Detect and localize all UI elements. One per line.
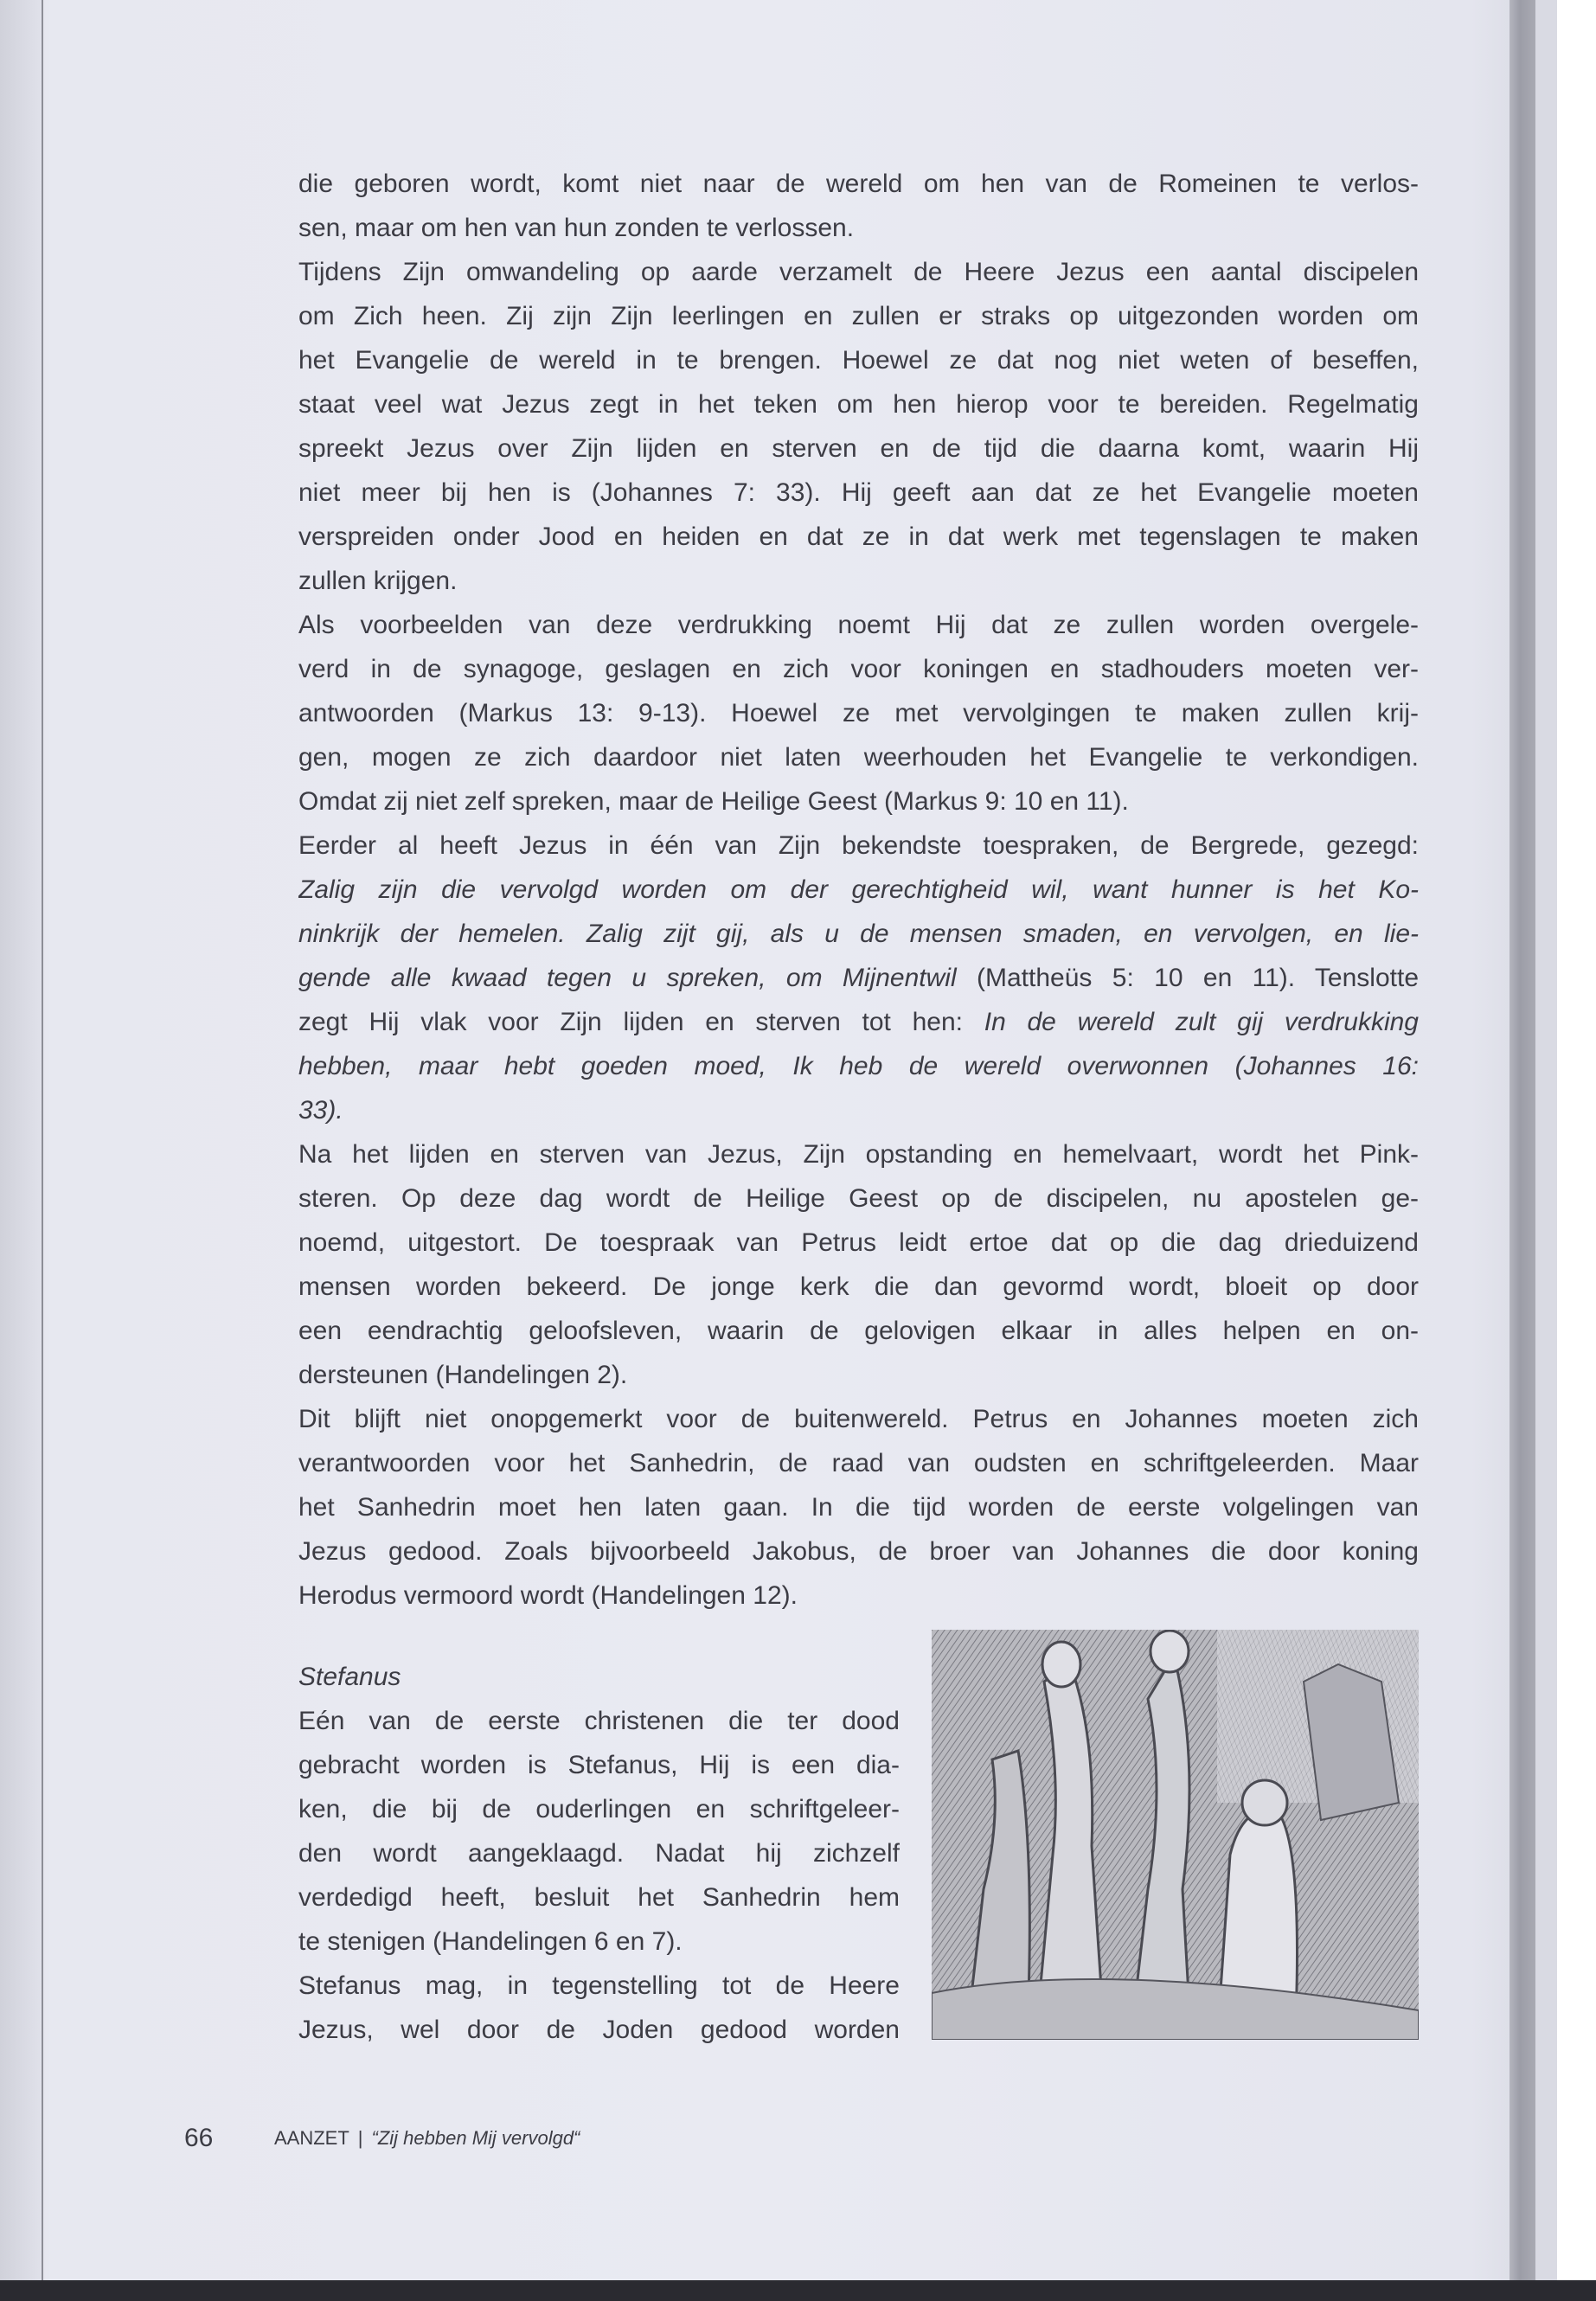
text-segment: gebracht worden is Stefanus, Hij is een dia-	[298, 1751, 900, 1779]
text-line	[298, 1920, 900, 1964]
text-line	[298, 735, 1419, 779]
text-line	[298, 1529, 1419, 1574]
text-segment: gen, mogen ze zich daardoor niet laten weerhouden het Evangelie te verkondigen.	[298, 743, 1419, 772]
text-line	[298, 868, 1419, 912]
text-line	[298, 824, 1419, 868]
text-segment: zullen krijgen.	[298, 567, 458, 595]
text-line	[298, 1699, 900, 1743]
text-line	[298, 2008, 900, 2052]
text-line	[298, 956, 1419, 1000]
page-number: 66	[184, 2124, 214, 2152]
text-line	[298, 1574, 1419, 1618]
text-segment: steren. Op deze dag wordt de Heilige Geest op de discipelen, nu apostelen ge-	[298, 1184, 1419, 1213]
text-segment: ken, die bij de ouderlingen en schriftgeleer-	[298, 1795, 900, 1823]
text-line	[298, 1309, 1419, 1353]
footer-separator: |	[357, 2127, 363, 2149]
text-segment: Na het lijden en sterven van Jezus, Zijn opstanding en hemelvaart, wordt het Pink-	[298, 1140, 1419, 1169]
text-segment: Eén van de eerste christenen die ter dood	[298, 1707, 900, 1735]
text-line	[298, 1088, 1419, 1132]
series-name: AANZET	[274, 2127, 349, 2149]
text-segment: het Sanhedrin moet hen laten gaan. In die tijd worden de eerste volgelingen van	[298, 1493, 1419, 1522]
text-line	[298, 1132, 1419, 1176]
text-segment: Omdat zij niet zelf spreken, maar de Heilige Geest (Markus 9: 10 en 11).	[298, 787, 1129, 816]
text-segment: antwoorden (Markus 13: 9-13). Hoewel ze met vervolgingen te maken zullen krij-	[298, 699, 1419, 727]
text-line	[298, 1353, 1419, 1397]
text-line	[298, 471, 1419, 515]
text-line	[298, 250, 1419, 294]
text-segment: verdedigd heeft, besluit het Sanhedrin hem	[298, 1883, 900, 1912]
text-line	[298, 162, 1419, 206]
italic-quote: ninkrijk der hemelen. Zalig zijt gij, als u de mensen smaden, en vervolgen, en lie-	[298, 920, 1419, 948]
main-text-column	[298, 162, 1419, 1618]
text-line	[298, 1441, 1419, 1485]
scan-bottom-edge	[0, 2280, 1596, 2301]
text-line	[298, 779, 1419, 824]
text-segment: den wordt aangeklaagd. Nadat hij zichzelf	[298, 1839, 900, 1868]
italic-quote: hebben, maar hebt goeden moed, Ik heb de wereld overwonnen (Johannes 16:	[298, 1052, 1419, 1080]
text-line	[298, 294, 1419, 338]
text-line	[298, 691, 1419, 735]
text-segment: sen, maar om hen van hun zonden te verlossen.	[298, 214, 855, 242]
running-footer	[274, 2121, 580, 2156]
text-line	[298, 603, 1419, 647]
text-line	[298, 1875, 900, 1920]
text-line	[298, 1000, 1419, 1044]
text-segment: Als voorbeelden van deze verdrukking noemt Hij dat ze zullen worden overgele-	[298, 611, 1419, 639]
text-line	[298, 559, 1419, 603]
text-line	[298, 1265, 1419, 1309]
text-segment: spreekt Jezus over Zijn lijden en sterven en de tijd die daarna komt, waarin Hij	[298, 434, 1419, 463]
text-line	[298, 1787, 900, 1831]
page-edge	[1535, 0, 1557, 2301]
text-segment: Stefanus mag, in tegenstelling tot de Heere	[298, 1971, 900, 2000]
page-left-edge	[0, 0, 43, 2301]
text-line	[298, 206, 1419, 250]
text-segment: niet meer bij hen is (Johannes 7: 33). Hij geeft aan dat ze het Evangelie moeten	[298, 478, 1419, 507]
text-line	[298, 382, 1419, 426]
text-segment: Eerder al heeft Jezus in één van Zijn bekendste toespraken, de Bergrede, gezegd:	[298, 831, 1419, 860]
text-segment: een eendrachtig geloofsleven, waarin de gelovigen elkaar in alles helpen en on-	[298, 1317, 1419, 1345]
stefanus-text	[298, 1699, 900, 2052]
text-segment: dersteunen (Handelingen 2).	[298, 1361, 628, 1389]
text-line	[298, 647, 1419, 691]
text-line	[298, 515, 1419, 559]
text-segment: mensen worden bekeerd. De jonge kerk die dan gevormd wordt, bloeit op door	[298, 1272, 1419, 1301]
text-segment: Tijdens Zijn omwandeling op aarde verzamelt de Heere Jezus een aantal discipelen	[298, 258, 1419, 286]
text-segment: noemd, uitgestort. De toespraak van Petrus leidt ertoe dat op die dag drieduizend	[298, 1228, 1419, 1257]
stoning-of-stephen-engraving	[932, 1630, 1419, 2040]
text-line	[298, 1397, 1419, 1441]
text-segment: te stenigen (Handelingen 6 en 7).	[298, 1927, 683, 1956]
text-segment: zegt Hij vlak voor Zijn lijden en sterven tot hen:	[298, 1008, 984, 1036]
italic-quote: Zalig zijn die vervolgd worden om der gerechtigheid wil, want hunner is het Ko-	[298, 875, 1419, 904]
text-segment: Jezus gedood. Zoals bijvoorbeeld Jakobus, de broer van Johannes die door koning	[298, 1537, 1419, 1566]
text-line	[298, 912, 1419, 956]
text-segment: verspreiden onder Jood en heiden en dat ze in dat werk met tegenslagen te maken	[298, 522, 1419, 551]
text-segment: die geboren wordt, komt niet naar de wereld om hen van de Romeinen te verlos-	[298, 170, 1419, 198]
text-line	[298, 426, 1419, 471]
text-segment: verd in de synagoge, geslagen en zich voor koningen en stadhouders moeten ver-	[298, 655, 1419, 683]
text-segment: verantwoorden voor het Sanhedrin, de raad van oudsten en schriftgeleerden. Maar	[298, 1449, 1419, 1477]
text-line	[298, 1044, 1419, 1088]
text-line	[298, 1964, 900, 2008]
text-segment: staat veel wat Jezus zegt in het teken om hen hierop voor te bereiden. Regelmatig	[298, 390, 1419, 419]
text-line	[298, 1743, 900, 1787]
text-segment: het Evangelie de wereld in te brengen. Hoewel ze dat nog niet weten of beseffen,	[298, 346, 1419, 375]
text-line	[298, 338, 1419, 382]
text-line	[298, 1831, 900, 1875]
italic-quote: 33).	[298, 1096, 343, 1125]
chapter-title: “Zij hebben Mij vervolgd“	[371, 2127, 580, 2149]
text-segment: Herodus vermoord wordt (Handelingen 12).	[298, 1581, 798, 1610]
text-segment: Dit blijft niet onopgemerkt voor de buitenwereld. Petrus en Johannes moeten zich	[298, 1405, 1419, 1433]
text-segment: om Zich heen. Zij zijn Zijn leerlingen en zullen er straks op uitgezonden worden om	[298, 302, 1419, 330]
text-line	[298, 1485, 1419, 1529]
stefanus-section	[298, 1655, 900, 2052]
text-segment: Jezus, wel door de Joden gedood worden	[298, 2016, 900, 2044]
text-line	[298, 1176, 1419, 1221]
section-heading: Stefanus	[298, 1663, 401, 1691]
italic-quote: In de wereld zult gij verdrukking	[984, 1008, 1419, 1036]
italic-quote: gende alle kwaad tegen u spreken, om Mijnentwil	[298, 964, 957, 992]
book-spine	[1509, 0, 1535, 2301]
text-segment: (Mattheüs 5: 10 en 11). Tenslotte	[956, 964, 1419, 992]
text-line	[298, 1221, 1419, 1265]
